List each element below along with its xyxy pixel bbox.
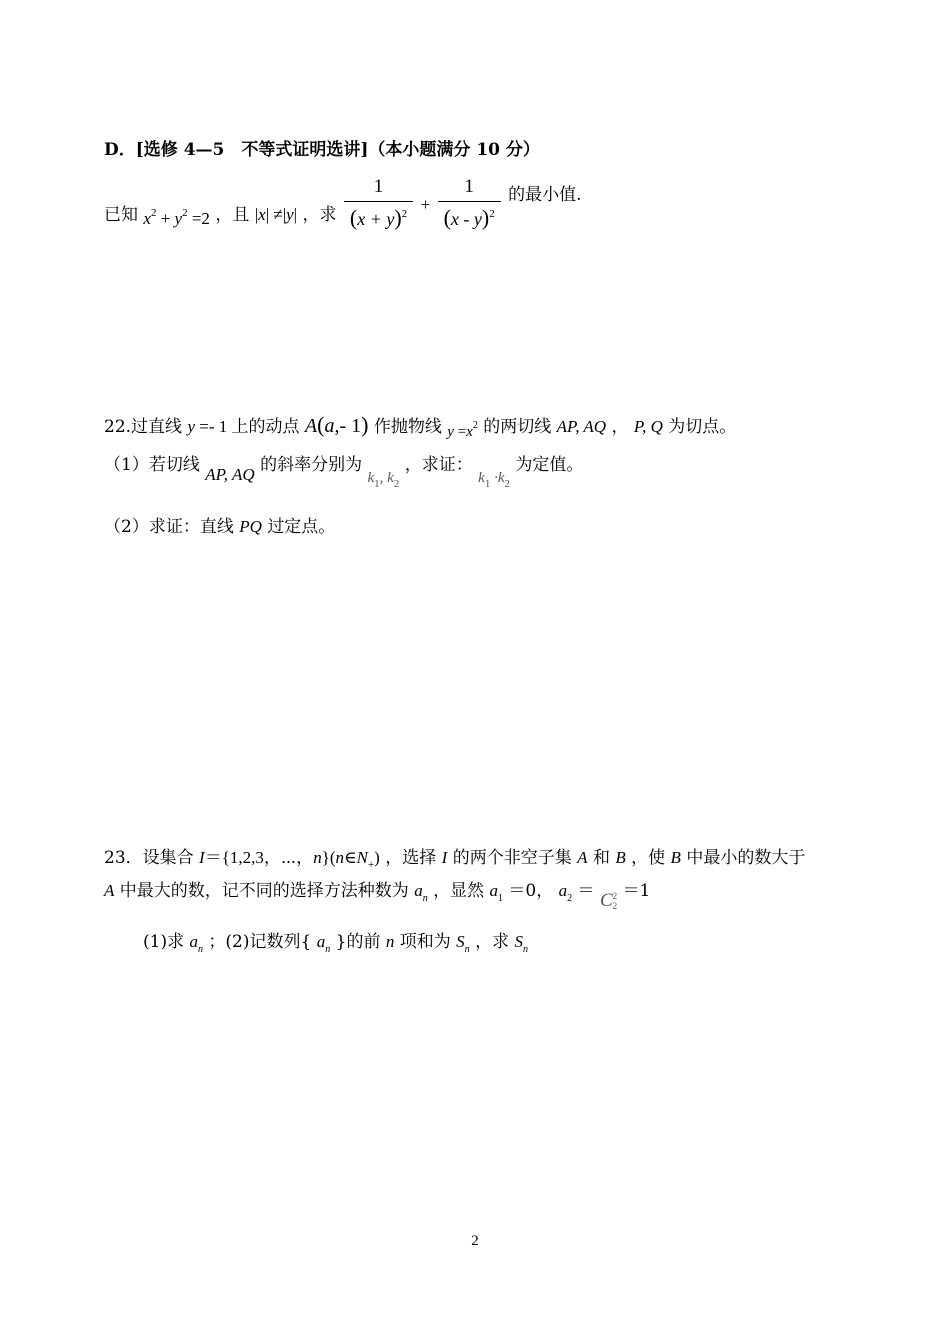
q23-parts: (1)求 $a_n$ ；(2)记数列{ $a_n$ }的前 n 项和为 $S_n$ ，求 $S_n$ (143, 932, 528, 955)
combination-C-2-2: C 2 2 (599, 890, 618, 911)
slopes-k1-k2: $k_1$, $k_2$ (367, 470, 400, 490)
points-P-Q: P, Q (633, 417, 663, 436)
section-d-problem: 已知 $x^2 + y^2 =2$ ，且 |x| ≠|y| ，求 $\frac{1}{(x + y)^2}$ + $\frac{1}{(x - y)^2}$ 的最小值. (104, 176, 582, 230)
equation-x2-y2-eq-2: $x^2 + y^2 =2$ (143, 207, 210, 229)
point-A: A(a,- 1) (304, 412, 369, 437)
q22-part2: （2）求证：直线 PQ 过定点。 (104, 517, 336, 537)
parabola-y-eq-x2: $y =x^2$ (447, 420, 478, 440)
set-I-definition: I＝{1,2,3，⋯，$n\}(n\in N_+)$ (199, 848, 380, 871)
tangents-AP-AQ-part1: AP, AQ (205, 465, 255, 484)
section-d-heading: D．[选修 4—5 不等式证明选讲]（本小题满分 10 分） (104, 140, 540, 160)
q23-line1: 23．设集合 I＝{1,2,3，⋯，$n\}(n\in N_+)$ ，选择 I 的两个非空子集 A 和 B ，使 B 中最小的数大于 (104, 848, 806, 871)
fraction-one-over-x-plus-y-squared: $\frac{1}{(x + y)^2}$ (344, 176, 413, 231)
condition-abs-x-neq-abs-y: |x| ≠|y| (254, 205, 298, 225)
q22-part1: （1）若切线 AP, AQ 的斜率分别为 $k_1$, $k_2$ ，求证： $k_1 \cdot k_2$ 为定值。 (104, 455, 584, 490)
line-PQ: PQ (239, 517, 262, 536)
line-y-eq-neg1: y =- 1 (187, 417, 228, 436)
tangents-AP-AQ: AP, AQ (556, 417, 607, 436)
product-k1-k2: $k_1 \cdot k_2$ (478, 470, 510, 490)
q22-stem: 22.过直线 y =- 1 上的动点 A(a,- 1) 作抛物线 $y =x^2$ 的两切线 AP, AQ ， P, Q 为切点。 (104, 412, 737, 440)
fraction-one-over-x-minus-y-squared: $\frac{1}{(x - y)^2}$ (438, 176, 501, 231)
page-number: 2 (471, 1233, 479, 1249)
q23-line2: A 中最大的数，记不同的选择方法种数为 $a_n$ ，显然 $a_1 =0$， $a_2 = C$ 2 2 ＝1 (104, 881, 651, 911)
